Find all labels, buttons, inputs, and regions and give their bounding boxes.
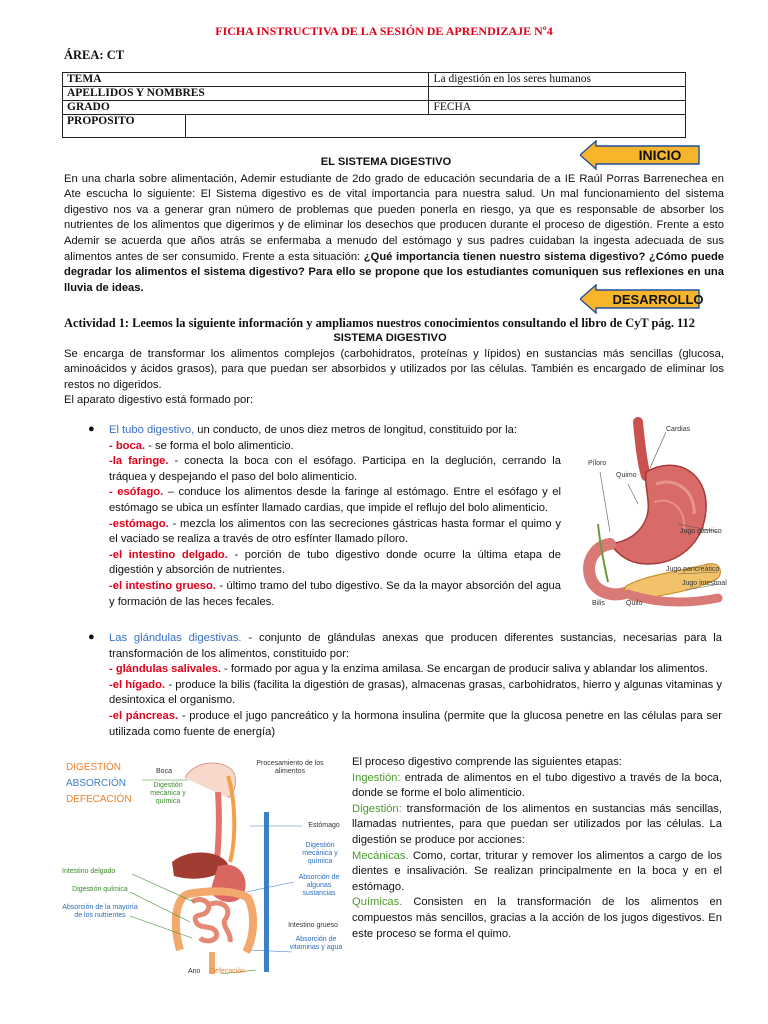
legend-defecacion: DEFECACIÓN [66, 794, 132, 805]
tubo-item-text: - porción de tubo digestivo donde ocurre la última etapa de digestión y absorción de nutrientes. [109, 548, 561, 577]
jugo-gastrico-label: Jugo gástrico [680, 528, 722, 535]
activity-title: Actividad 1: Leemos la siguiente información y ampliamos nuestros conocimientos consultando el libro de CyT pág. 112 [64, 316, 695, 330]
ano-label: Ano [188, 968, 201, 975]
procesamiento-label: Procesamiento de los alimentos [256, 760, 324, 775]
tubo-section [109, 423, 561, 610]
intestino-grueso-label: Intestino grueso [288, 922, 338, 929]
tema-label: TEMA [63, 73, 429, 87]
desarrollo-label: DESARROLLO [612, 291, 704, 307]
ingestion-label: Ingestión: [352, 771, 401, 784]
intro-text: En una charla sobre alimentación, Ademir estudiante de 2do grado de educación secundaria de a IE Raúl Porras Barrenechea en Ate escucha lo siguiente: El Sistema digestivo es de vital importancia para nuestra salud. Un mal funcionamiento del sistema digestivo nos va a generar gran número de problemas que pueden ponerla en riesgo, ya que es responsable de absorber los nutrientes de los alimentos que digerimos y de eliminar los desechos que producen durante el proceso de digestión. Frente a esto Ademir se acuerda que años atrás se enfermaba a menudo del estómago y sus padres cuidaban la ingesta adecuada de sus alimentos antes de ser consumido. Frente a esta situación: [64, 172, 724, 263]
absorcion-sustancias-label: Absorción de algunas sustancias [298, 874, 340, 897]
glandulas-label: Las glándulas digestivas. [109, 632, 242, 644]
glandula-item-text: - produce la bilis (facilita la digestión de grasas), almacenas grasas, carbohidratos, hierro y algunas vitaminas y desintoxica el organismo. [109, 678, 723, 707]
intro-question: ¿Qué importancia tienen nuestro sistema digestivo? ¿Cómo puede degradar los alimentos el sistema digestivo? Para ello se propone que los estudiantes comuniquen sus reflexiones en una lluvia de ideas. [64, 250, 725, 294]
absorcion-vitaminas-label: Absorción de vitaminas y agua [289, 936, 343, 951]
document-title: FICHA INSTRUCTIVA DE LA SESIÓN DE APRENDIZAJE Nº4 [215, 24, 553, 38]
quimo-label: Quimo [616, 472, 637, 479]
activity-heading: SISTEMA DIGESTIVO [333, 332, 447, 344]
piloro-label: Píloro [588, 460, 607, 467]
glandulas-bullet: ● [88, 631, 95, 643]
activity-body [64, 331, 724, 409]
quimicas-label: Químicas. [352, 896, 403, 909]
process-section [352, 755, 722, 942]
tubo-item-text: – conduce los alimentos desde la faringe al estómago. Entre el esófago y el estómago se ubica un esfínter llamado cardias, que impide el reflujo del bolo alimenticio. [109, 486, 561, 514]
tubo-item-text: - se forma el bolo alimenticio. [145, 439, 294, 452]
glandulas-text: - conjunto de glándulas anexas que producen diferentes sustancias, necesarias para la transformación de los alimentos, constituido por: [109, 632, 722, 660]
tubo-item-name: - esófago. [109, 486, 164, 499]
glandula-item-text: - formado por agua y la enzima amilasa. Se encargan de producir saliva y ablandar los alimentos. [220, 663, 708, 676]
info-table [62, 72, 686, 138]
area-label: ÁREA: CT [64, 48, 125, 62]
glandula-item-name: -el páncreas. [109, 709, 179, 722]
digestion-mecanica-1-label: Digestión mecánica y química [150, 782, 186, 805]
inicio-label: INICIO [638, 147, 682, 163]
glandula-item-name: - glándulas salivales. [109, 663, 221, 676]
absorcion-nutrientes-label: Absorción de la mayoría de los nutrientes [62, 904, 138, 919]
digestion-figure [60, 752, 350, 984]
digestion-label: Digestión: [352, 802, 402, 815]
glandula-item-text: - produce el jugo pancreático y la hormona insulina (permite que la glucosa penetre en las células para ser utilizada como fuente de energía) [109, 709, 723, 738]
quimicas-text: Consisten en la transformación de los alimentos en compuestos más sencillos, gracias a la acción de los jugos digestivos. En este proceso se forma el quimo. [352, 896, 722, 940]
apellidos-label: APELLIDOS Y NOMBRES [63, 87, 429, 101]
activity-p1: Se encarga de transformar los alimentos complejos (carbohidratos, proteínas y lípidos) en sustancias más sencillas (glucosa, aminoácidos y ácidos grasos), para que puedan ser absorbidos y utilizados por las células. También es encargado de eliminar los restos no digeridos. [64, 347, 724, 391]
defecacion-label: Defecación [210, 968, 246, 975]
tubo-item-name: -la faringe. [109, 455, 169, 468]
intestino-delgado-label: Intestino delgado [62, 868, 116, 875]
cardias-label: Cardias [666, 426, 691, 433]
legend-absorcion: ABSORCIÓN [66, 778, 127, 789]
stomach-figure [568, 414, 728, 616]
intro-heading: EL SISTEMA DIGESTIVO [320, 156, 452, 168]
tubo-item-name: -el intestino grueso. [109, 579, 216, 592]
tubo-bullet: ● [88, 423, 95, 435]
tubo-item-name: -el intestino delgado. [109, 548, 228, 561]
tubo-item-text: - conecta la boca con el esófago. Participa en la deglución, cerrando la tráquea y despejando el paso del bolo alimenticio. [109, 455, 561, 483]
activity-p2: El aparato digestivo está formado por: [64, 394, 254, 407]
digestion-mecanica-2-label: Digestión mecánica y química [302, 842, 338, 865]
jugo-intestinal-label: Jugo intestinal [682, 580, 727, 587]
desarrollo-arrow [580, 284, 704, 314]
mecanicas-text: Como, cortar, triturar y remover los alimentos a cargo de los dientes e insalivación. Se realizan principalmente en la boca y en el estómago. [352, 849, 722, 893]
proposito-label: PROPOSITO [63, 115, 186, 138]
quilo-label: Quilo [626, 600, 643, 607]
grado-label: GRADO [63, 101, 429, 115]
proposito-value[interactable] [186, 115, 686, 138]
glandulas-section [109, 631, 722, 740]
process-intro: El proceso digestivo comprende las siguientes etapas: [352, 756, 622, 768]
ingestion-text: entrada de alimentos en el tubo digestivo a través de la boca, donde se forme el bolo alimenticio. [352, 771, 722, 800]
tubo-item-name: -estómago. [109, 517, 169, 530]
fecha-label: FECHA [429, 101, 686, 115]
digestion-quimica-label: Digestión química [72, 886, 128, 893]
intro-section [64, 155, 724, 296]
tubo-text: un conducto, de unos diez metros de longitud, constituido por la: [194, 424, 517, 436]
jugo-pancreatico-label: Jugo pancreático [666, 566, 720, 573]
boca-label: Boca [156, 768, 172, 775]
tubo-item-text: - mezcla los alimentos con las secreciones gástricas hasta formar el quimo y el vaciado se realiza a través de otro esfínter llamado píloro. [109, 517, 561, 546]
tubo-label: El tubo digestivo, [109, 424, 195, 436]
mecanicas-label: Mecánicas. [352, 849, 409, 862]
estomago-label: Estómago [308, 822, 340, 829]
digestion-text: transformación de los alimentos en sustancias más sencillas, llamadas nutrientes, para que puedan ser utilizados por las células. La digestión se produce por acciones: [352, 802, 722, 846]
bilis-label: Bilis [592, 600, 605, 607]
tubo-item-text: - último tramo del tubo digestivo. Se da la mayor absorción del agua y formación de las heces fecales. [109, 579, 561, 608]
glandula-item-name: -el hígado. [109, 678, 166, 691]
apellidos-value[interactable] [429, 87, 686, 101]
tema-value: La digestión en los seres humanos [429, 73, 686, 87]
legend-digestion: DIGESTIÓN [66, 762, 122, 773]
tubo-item-name: - boca. [109, 439, 146, 452]
